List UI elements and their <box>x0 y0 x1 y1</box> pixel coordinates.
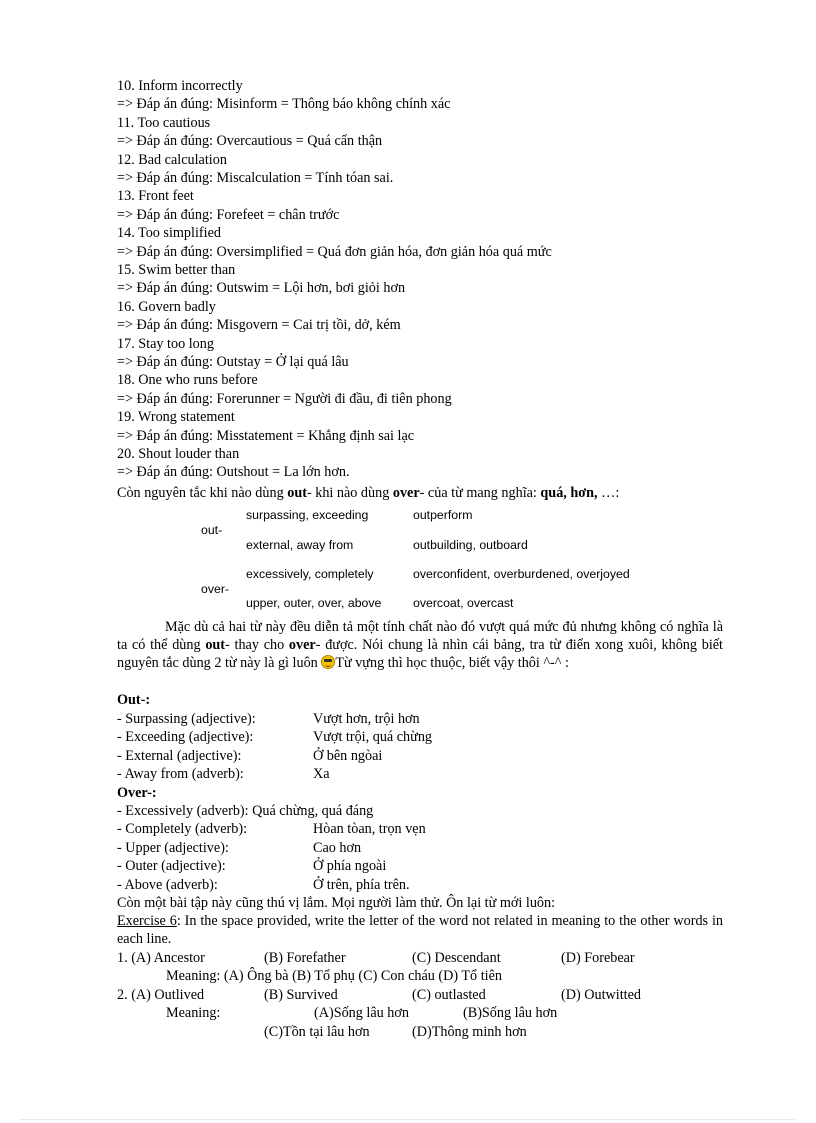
list-question: 12. Bad calculation <box>117 151 227 168</box>
rule-line <box>117 484 619 502</box>
list-answer: => Đáp án đúng: Forefeet = chân trước <box>117 206 340 223</box>
definition-term: - Away from (adverb): <box>117 766 244 783</box>
exercise-label: Exercise 6 <box>117 913 177 929</box>
definition-item <box>117 747 383 765</box>
list-question: 14. Too simplified <box>117 225 221 242</box>
definition-meaning: Cao hơn <box>313 839 362 856</box>
definition-meaning: Hòan tòan, trọn vẹn <box>313 821 426 838</box>
definition-term: - Above (adverb): <box>117 876 218 893</box>
list-question: 15. Swim better than <box>117 262 236 278</box>
table-example: outperform <box>413 508 473 522</box>
rule-out: out <box>287 485 307 501</box>
list-answer: => Đáp án đúng: Misstatement = Khẳng định sai lạc <box>117 427 415 444</box>
out-heading: Out-: <box>117 692 151 708</box>
definition-meaning: Vượt trội, quá chừng <box>313 729 433 746</box>
definition-term: - Outer (adjective): <box>117 858 226 875</box>
rule-over: over <box>392 485 420 501</box>
list-question: 20. Shout louder than <box>117 446 240 462</box>
list-answer: => Đáp án đúng: Forerunner = Người đi đầu, đi tiên phong <box>117 390 452 407</box>
definition-term: - Surpassing (adjective): <box>117 711 256 727</box>
definition-item <box>117 710 420 728</box>
definition-item <box>117 765 330 783</box>
definition-meaning: Ở phía ngoài <box>313 858 387 875</box>
definition-term: - External (adjective): <box>117 747 242 764</box>
list-answer: => Đáp án đúng: Outshout = La lớn hơn. <box>117 464 350 481</box>
list-question: 19. Wrong statement <box>117 409 235 426</box>
definition-term: - Exceeding (adjective): <box>117 729 254 746</box>
list-question: 13. Front feet <box>117 188 194 205</box>
definition-meaning: Xa <box>313 766 330 783</box>
list-answer: => Đáp án đúng: Misgovern = Cai trị tồi, dở, kém <box>117 317 401 334</box>
rule-mid: - khi nào dùng <box>306 485 393 501</box>
list-question: 11. Too cautious <box>117 114 211 131</box>
definition-meaning: Ở trên, phía trên. <box>313 876 410 893</box>
table-example: overcoat, overcast <box>413 596 514 610</box>
definition-meaning: Vượt hơn, trội hơn <box>313 711 420 727</box>
rule-post: - của từ mang nghĩa: <box>419 485 541 501</box>
list-question: 17. Stay too long <box>117 335 214 352</box>
table-example: overconfident, overburdened, overjoyed <box>413 567 630 581</box>
table-meaning: upper, outer, over, above <box>246 596 382 610</box>
table-meaning: surpassing, exceeding <box>246 508 369 522</box>
rule-bold: quá, hơn, <box>540 485 598 501</box>
list-question: 16. Govern badly <box>117 298 216 315</box>
explanation-paragraph: Mặc dù cả hai từ này đều diễn tả một tính chất nào đó vượt quá mức đủ nhưng không có nghĩa là ta có thể dùng out- thay cho over- được. Nói chung là nhìn cái bảng, tra từ điển xong xuôi, không biết nguyên tắc dùng 2 từ này là gì luôn Từ vựng thì học thuộc, biết vậy thôi ^-^ : <box>117 619 723 671</box>
definition-item <box>117 876 410 894</box>
table-example: outbuilding, outboard <box>413 538 528 552</box>
smiley-icon <box>321 655 335 669</box>
page-border <box>20 1119 796 1120</box>
definition-item <box>117 857 387 875</box>
table-out-label: out- <box>201 523 223 537</box>
exercise-intro: Còn một bài tập này cũng thú vị lắm. Mọi người làm thử. Ôn lại từ mới luôn: <box>117 895 556 911</box>
document-page: 10. Inform incorrectly => Đáp án đúng: Misinform = Thông báo không chính xác 11. Too cautious => Đáp án đúng: Overcautious = Quá cẩn thận 12. Bad calculation => Đáp án đúng: Miscalculation = Tính tóan sai. 13. Front feet => Đáp án đúng: Forefeet = chân trước 14. Too simplified => Đáp án đúng: Oversimplified = Quá đơn giản hóa, đơn giản hóa quá mức 15. Swim better than => Đáp án đúng: Outswim = Lội hơn, bơi giỏi hơn 16. Govern badly => Đáp án đúng: Misgovern = Cai trị tồi, dở, kém 17. Stay too long => Đáp án đúng: Outstay = Ở lại quá lâu 18. One who runs before => Đáp án đúng: Forerunner = Người đi đầu, đi tiên phong 19. Wrong statement => Đáp án đúng: Misstatement = Khẳng định sai lạc 20. Shout louder than => Đáp án đúng: Outshout = La lớn hơn. Còn nguyên tắc khi nào dùng out- khi nào dùng over- của từ mang nghĩa: quá, hơn, …: surpassing, exceeding outperform out- external, away from outbuilding, outboard excessively, completely overconfident, overburdened, overjoyed over- upper, outer, over, above overcoat, overcast Mặc dù cả hai từ này đều diễn tả một tính chất nào đó vượt quá mức đủ nhưng không có nghĩa là ta có thể dùng out- thay cho over- được. Nói chung là nhìn cái bảng, tra từ điển xong xuôi, không biết nguyên tắc dùng 2 từ này là gì luôn Từ vựng thì học thuộc, biết vậy thôi ^-^ : Out-: - Surpassing (adjective): Vượt hơn, trội hơn - Exceeding (adjective): Vượt trội, quá chừng - External (adjective): Ở bên ngòai - Away from (adverb): Xa Over-: - Excessively (adverb): Quá chừng, quá đáng - Completely (adverb): Hòan tòan, trọn vẹn - Upper (adjective): Cao hơn - Outer (adjective): Ở phía ngoài - Above (adverb): Ở trên, phía trên. Còn một bài tập này cũng thú vị lắm. Mọi người làm thử. Ôn lại từ mới luôn: Exercise 6: In the space provided, write the letter of the word not related in meaning to the other words in each line. 1. (A) Ancestor (B) Forefather (C) Descendant (D) Forebear Meaning: (A) Ông bà (B) Tổ phụ (C) Con cháu (D) Tổ tiên 2. (A) Outlived (B) Survived (C) outlasted (D) Outwitted Meaning: (A)Sống lâu hơn (B)Sống lâu hơn (C)Tồn tại lâu hơn (D)Thông minh hơn <box>0 0 816 1123</box>
table-meaning: excessively, completely <box>246 567 374 581</box>
rule-pre: Còn nguyên tắc khi nào dùng <box>117 485 288 501</box>
list-answer: => Đáp án đúng: Misinform = Thông báo không chính xác <box>117 96 451 113</box>
definition-item <box>117 820 426 838</box>
definition-term: - Excessively (adverb): Quá chừng, quá đáng <box>117 803 374 819</box>
list-answer: => Đáp án đúng: Miscalculation = Tính tóan sai. <box>117 170 394 186</box>
over-heading: Over-: <box>117 785 157 801</box>
definition-item <box>117 802 373 820</box>
list-question: 18. One who runs before <box>117 372 258 389</box>
list-answer: => Đáp án đúng: Outswim = Lội hơn, bơi giỏi hơn <box>117 280 406 297</box>
table-over-label: over- <box>201 582 230 596</box>
rule-tail: …: <box>597 485 620 501</box>
list-answer: => Đáp án đúng: Overcautious = Quá cẩn thận <box>117 133 383 150</box>
table-meaning: external, away from <box>246 538 354 552</box>
list-answer: => Đáp án đúng: Oversimplified = Quá đơn giản hóa, đơn giản hóa quá mức <box>117 243 552 260</box>
list-question: 10. Inform incorrectly <box>117 78 243 94</box>
definition-item <box>117 839 362 857</box>
definition-term: - Completely (adverb): <box>117 821 248 838</box>
exercise-instructions: Exercise 6: In the space provided, write the letter of the word not related in meaning to the other words in each line. <box>117 913 724 947</box>
definition-item <box>117 728 433 746</box>
definition-meaning: Ở bên ngòai <box>313 747 383 764</box>
list-answer: => Đáp án đúng: Outstay = Ở lại quá lâu <box>117 354 349 370</box>
definition-term: - Upper (adjective): <box>117 839 229 856</box>
